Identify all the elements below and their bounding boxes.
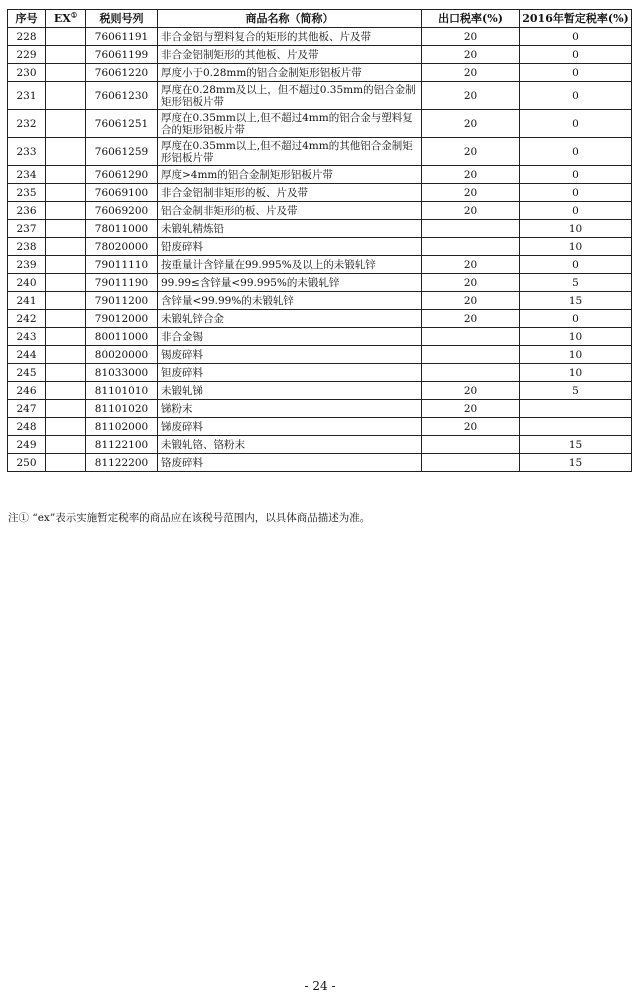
cell-code: 79011190 — [86, 274, 158, 292]
table-row — [8, 292, 632, 310]
cell-provisional-rate: 0 — [520, 28, 632, 46]
cell-provisional-rate — [520, 400, 632, 418]
table-row — [8, 28, 632, 46]
cell-ex — [46, 346, 86, 364]
cell-export-rate — [422, 436, 520, 454]
cell-ex — [46, 238, 86, 256]
cell-name: 厚度在0.35mm以上,但不超过4mm的铝合金与塑料复合的矩形铝板片带 — [158, 110, 422, 138]
cell-ex — [46, 274, 86, 292]
cell-ex — [46, 28, 86, 46]
cell-no: 235 — [8, 184, 46, 202]
cell-name: 锑粉末 — [158, 400, 422, 418]
cell-provisional-rate: 0 — [520, 166, 632, 184]
cell-name: 99.99≤含锌量<99.995%的未锻轧锌 — [158, 274, 422, 292]
cell-name: 厚度在0.35mm以上,但不超过4mm的其他铝合金制矩形铝板片带 — [158, 138, 422, 166]
table-row — [8, 436, 632, 454]
cell-export-rate — [422, 364, 520, 382]
cell-export-rate: 20 — [422, 184, 520, 202]
table-row — [8, 346, 632, 364]
cell-ex — [46, 256, 86, 274]
cell-provisional-rate: 5 — [520, 382, 632, 400]
cell-provisional-rate: 0 — [520, 46, 632, 64]
cell-ex — [46, 110, 86, 138]
cell-ex — [46, 310, 86, 328]
cell-ex — [46, 292, 86, 310]
cell-export-rate: 20 — [422, 28, 520, 46]
cell-no: 246 — [8, 382, 46, 400]
cell-provisional-rate: 15 — [520, 454, 632, 472]
cell-name: 含锌量<99.99%的未锻轧锌 — [158, 292, 422, 310]
cell-no: 244 — [8, 346, 46, 364]
cell-name: 锑废碎料 — [158, 418, 422, 436]
table-row — [8, 46, 632, 64]
cell-no: 234 — [8, 166, 46, 184]
cell-name: 非合金铝制非矩形的板、片及带 — [158, 184, 422, 202]
cell-code: 76061290 — [86, 166, 158, 184]
cell-provisional-rate: 15 — [520, 292, 632, 310]
cell-code: 76069200 — [86, 202, 158, 220]
cell-code: 76069100 — [86, 184, 158, 202]
cell-name: 非合金锡 — [158, 328, 422, 346]
cell-export-rate: 20 — [422, 110, 520, 138]
cell-export-rate: 20 — [422, 46, 520, 64]
table-row — [8, 110, 632, 138]
table-row — [8, 238, 632, 256]
cell-code: 81101010 — [86, 382, 158, 400]
cell-code: 81122100 — [86, 436, 158, 454]
cell-export-rate — [422, 238, 520, 256]
cell-name: 厚度>4mm的铝合金制矩形铝板片带 — [158, 166, 422, 184]
cell-ex — [46, 454, 86, 472]
cell-name: 钽废碎料 — [158, 364, 422, 382]
table-row — [8, 166, 632, 184]
cell-no: 247 — [8, 400, 46, 418]
cell-export-rate: 20 — [422, 138, 520, 166]
cell-provisional-rate: 0 — [520, 138, 632, 166]
tariff-table — [7, 9, 632, 472]
cell-code: 81101020 — [86, 400, 158, 418]
cell-ex — [46, 382, 86, 400]
cell-export-rate — [422, 454, 520, 472]
footnote: 注① “ex”表示实施暂定税率的商品应在该税号范围内，以具体商品描述为准。 — [8, 512, 371, 524]
table-row — [8, 82, 632, 110]
cell-code: 76061259 — [86, 138, 158, 166]
cell-ex — [46, 202, 86, 220]
cell-export-rate: 20 — [422, 64, 520, 82]
header-code: 税则号列 — [86, 10, 158, 28]
table-row — [8, 138, 632, 166]
cell-provisional-rate: 10 — [520, 220, 632, 238]
table-row — [8, 202, 632, 220]
cell-no: 242 — [8, 310, 46, 328]
page-number: - 24 - — [304, 979, 336, 993]
cell-export-rate: 20 — [422, 382, 520, 400]
cell-provisional-rate: 0 — [520, 64, 632, 82]
table-row — [8, 364, 632, 382]
table-row — [8, 400, 632, 418]
cell-code: 79012000 — [86, 310, 158, 328]
table-row — [8, 418, 632, 436]
cell-provisional-rate: 5 — [520, 274, 632, 292]
cell-provisional-rate: 0 — [520, 256, 632, 274]
cell-provisional-rate: 0 — [520, 110, 632, 138]
header-ex-label: EX — [53, 11, 71, 25]
cell-name: 未锻轧精炼铅 — [158, 220, 422, 238]
cell-ex — [46, 220, 86, 238]
cell-no: 240 — [8, 274, 46, 292]
cell-export-rate: 20 — [422, 256, 520, 274]
cell-no: 233 — [8, 138, 46, 166]
header-no: 序号 — [8, 10, 46, 28]
cell-provisional-rate: 10 — [520, 238, 632, 256]
cell-ex — [46, 364, 86, 382]
table-row — [8, 328, 632, 346]
header-provisional-rate: 2016年暂定税率(%) — [520, 10, 632, 28]
table-row — [8, 382, 632, 400]
cell-ex — [46, 138, 86, 166]
cell-export-rate: 20 — [422, 418, 520, 436]
cell-code: 78011000 — [86, 220, 158, 238]
table-row — [8, 310, 632, 328]
table-row — [8, 256, 632, 274]
cell-ex — [46, 166, 86, 184]
cell-no: 249 — [8, 436, 46, 454]
cell-code: 79011110 — [86, 256, 158, 274]
cell-provisional-rate: 0 — [520, 184, 632, 202]
cell-provisional-rate: 0 — [520, 310, 632, 328]
cell-name: 按重量计含锌量在99.995%及以上的未锻轧锌 — [158, 256, 422, 274]
cell-code: 80011000 — [86, 328, 158, 346]
cell-no: 243 — [8, 328, 46, 346]
cell-code: 81122200 — [86, 454, 158, 472]
cell-export-rate: 20 — [422, 292, 520, 310]
cell-no: 232 — [8, 110, 46, 138]
cell-name: 未锻轧锑 — [158, 382, 422, 400]
header-row — [8, 10, 632, 28]
cell-ex — [46, 184, 86, 202]
cell-ex — [46, 64, 86, 82]
cell-no: 241 — [8, 292, 46, 310]
cell-no: 250 — [8, 454, 46, 472]
cell-export-rate: 20 — [422, 310, 520, 328]
cell-name: 锡废碎料 — [158, 346, 422, 364]
table-row — [8, 454, 632, 472]
cell-no: 231 — [8, 82, 46, 110]
table-row — [8, 64, 632, 82]
cell-name: 非合金铝制矩形的其他板、片及带 — [158, 46, 422, 64]
cell-code: 76061251 — [86, 110, 158, 138]
cell-provisional-rate: 10 — [520, 364, 632, 382]
cell-provisional-rate: 15 — [520, 436, 632, 454]
cell-ex — [46, 328, 86, 346]
cell-export-rate: 20 — [422, 82, 520, 110]
cell-code: 79011200 — [86, 292, 158, 310]
cell-export-rate — [422, 346, 520, 364]
cell-no: 228 — [8, 28, 46, 46]
cell-name: 未锻轧锌合金 — [158, 310, 422, 328]
cell-export-rate: 20 — [422, 202, 520, 220]
cell-name: 未锻轧铬、铬粉末 — [158, 436, 422, 454]
cell-export-rate: 20 — [422, 400, 520, 418]
cell-export-rate: 20 — [422, 166, 520, 184]
cell-export-rate — [422, 328, 520, 346]
table-row — [8, 184, 632, 202]
table-row — [8, 274, 632, 292]
cell-name: 非合金铝与塑料复合的矩形的其他板、片及带 — [158, 28, 422, 46]
table-row — [8, 220, 632, 238]
cell-no: 248 — [8, 418, 46, 436]
cell-code: 81102000 — [86, 418, 158, 436]
cell-code: 81033000 — [86, 364, 158, 382]
cell-ex — [46, 46, 86, 64]
cell-code: 76061220 — [86, 64, 158, 82]
cell-ex — [46, 418, 86, 436]
header-name: 商品名称（简称） — [158, 10, 422, 28]
cell-code: 76061199 — [86, 46, 158, 64]
cell-code: 76061230 — [86, 82, 158, 110]
cell-no: 238 — [8, 238, 46, 256]
cell-name: 厚度在0.28mm及以上，但不超过0.35mm的铝合金制矩形铝板片带 — [158, 82, 422, 110]
cell-export-rate: 20 — [422, 274, 520, 292]
cell-code: 78020000 — [86, 238, 158, 256]
cell-provisional-rate: 0 — [520, 82, 632, 110]
cell-provisional-rate: 10 — [520, 328, 632, 346]
header-ex-footnote-mark: ① — [70, 9, 78, 19]
cell-provisional-rate — [520, 418, 632, 436]
cell-name: 铬废碎料 — [158, 454, 422, 472]
cell-no: 239 — [8, 256, 46, 274]
cell-name: 铅废碎料 — [158, 238, 422, 256]
cell-code: 76061191 — [86, 28, 158, 46]
cell-name: 铝合金制非矩形的板、片及带 — [158, 202, 422, 220]
cell-name: 厚度小于0.28mm的铝合金制矩形铝板片带 — [158, 64, 422, 82]
cell-no: 229 — [8, 46, 46, 64]
cell-ex — [46, 400, 86, 418]
tariff-body — [8, 28, 632, 472]
cell-ex — [46, 82, 86, 110]
cell-export-rate — [422, 220, 520, 238]
cell-no: 237 — [8, 220, 46, 238]
cell-no: 236 — [8, 202, 46, 220]
header-ex — [46, 10, 86, 28]
cell-code: 80020000 — [86, 346, 158, 364]
cell-ex — [46, 436, 86, 454]
cell-no: 245 — [8, 364, 46, 382]
cell-provisional-rate: 10 — [520, 346, 632, 364]
cell-no: 230 — [8, 64, 46, 82]
header-export-rate: 出口税率(%) — [422, 10, 520, 28]
cell-provisional-rate: 0 — [520, 202, 632, 220]
